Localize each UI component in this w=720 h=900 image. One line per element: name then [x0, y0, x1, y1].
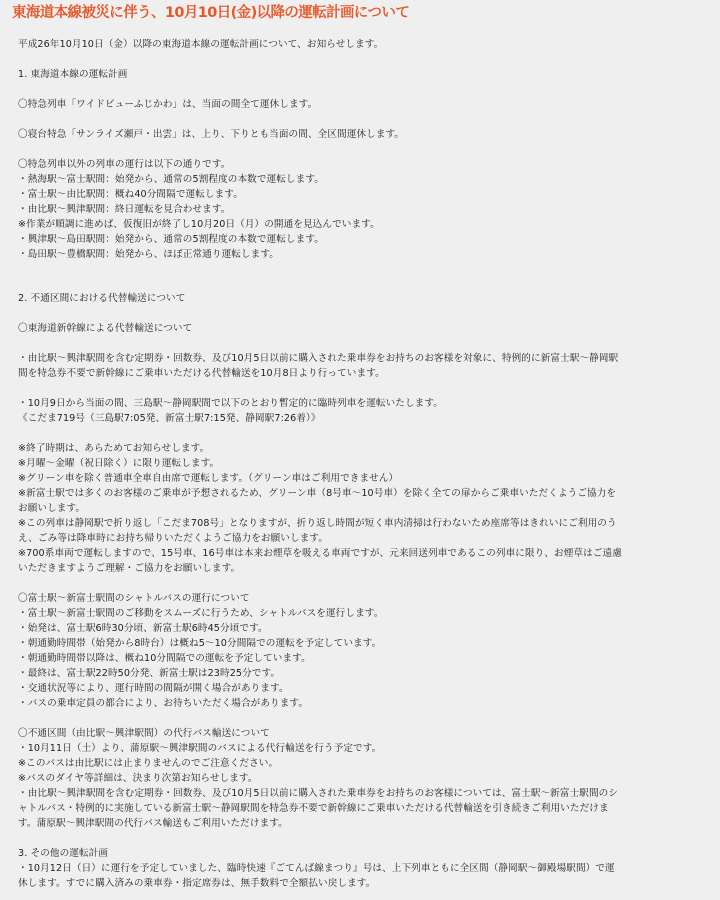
- paragraph-gap: [18, 576, 708, 591]
- text-line: ※作業が順調に進めば、仮復旧が終了し10月20日（月）の開通を見込んでいます。: [18, 218, 380, 230]
- text-line: ・島田駅～豊橋駅間：始発から、ほぼ正常通り運転します。: [18, 248, 279, 260]
- text-line: ※グリーン車を除く普通車全車自由席で運転します。（グリーン車はご利用できません）: [18, 472, 399, 484]
- paragraph-gap: [18, 426, 708, 441]
- text-line: ・朝通勤時間帯以降は、概ね10分間隔での運転を予定しています。: [18, 652, 311, 664]
- text-line: ャトルバス・特例的に実施している新富士駅～静岡駅間を特急券不要で新幹線にご乗車いただける代替輸送を引き続きご利用いただけま: [18, 802, 609, 814]
- page-title: 東海道本線被災に伴う、10月10日(金)以降の運転計画について: [12, 5, 410, 21]
- paragraph-gap: [18, 262, 708, 277]
- text-line: ※新富士駅では多くのお客様のご乗車が予想されるため、グリーン車（8号車～10号車）を除く全ての扉からご乗車いただくようご協力を: [18, 487, 617, 499]
- text-line: ・興津駅～島田駅間：始発から、通常の5割程度の本数で運転します。: [18, 233, 324, 245]
- paragraph-gap: [18, 52, 708, 67]
- text-line: ・由比駅～興津駅間を含む定期券・回数券、及び10月5日以前に購入された乗車券をお持ちのお客様については、富士駅～新富士駅間のシ: [18, 787, 619, 799]
- text-line: ・熱海駅～富士駅間：始発から、通常の5割程度の本数で運転します。: [18, 173, 324, 185]
- text-line: お願いします。: [18, 502, 86, 514]
- text-line: ・最終は、富士駅22時50分発、新富士駅は23時25分です。: [18, 667, 281, 679]
- text-line: 平成26年10月10日（金）以降の東海道本線の運転計画について、お知らせします。: [18, 39, 384, 50]
- text-line: ※この列車は静岡駅で折り返し「こだま708号」となりますが、折り返し時間が短く車内清掃は行わないため座席等はきれいにご利用のう: [18, 517, 617, 529]
- text-line: 2. 不通区間における代替輸送について: [18, 293, 186, 305]
- paragraph-gap: [18, 381, 708, 396]
- text-line: ・10月12日（日）に運行を予定していました、臨時快速『ごてんば線まつり』号は、上下列車ともに全区間（静岡駅～御殿場駅間）で運: [18, 862, 615, 874]
- text-line: 〇東海道新幹線による代替輸送について: [18, 323, 193, 335]
- text-line: 1. 東海道本線の運転計画: [18, 68, 128, 80]
- text-line: いただきますようご理解・ご協力をお願いします。: [18, 562, 241, 574]
- text-line: 間を特急券不要で新幹線にご乗車いただける代替輸送を10月8日より行っています。: [18, 368, 385, 380]
- text-line: 3. その他の運転計画: [18, 847, 109, 859]
- text-line: ・朝通勤時間帯（始発から8時台）は概ね5～10分間隔での運転を予定しています。: [18, 637, 382, 649]
- text-line: 〇特急列車以外の列車の運行は以下の通りです。: [18, 158, 231, 170]
- text-line: え、ごみ等は降車時にお持ち帰りいただくようご協力をお願いします。: [18, 532, 329, 544]
- text-line: ・富士駅～由比駅間：概ね40分間隔で運転します。: [18, 188, 243, 200]
- text-line: 〇寝台特急「サンライズ瀬戸・出雲」は、上り、下りとも当面の間、全区間運休します。: [18, 128, 405, 140]
- text-line: す。蒲原駅～興津駅間の代行バス輸送もご利用いただけます。: [18, 817, 288, 829]
- text-line: ・富士駅～新富士駅間のご移動をスムーズに行うため、シャトルバスを運行します。: [18, 607, 384, 619]
- text-line: ※このバスは由比駅には止まりませんのでご注意ください。: [18, 757, 279, 769]
- text-line: 〇特急列車「ワイドビューふじかわ」は、当面の間全て運休します。: [18, 98, 318, 110]
- paragraph-gap: [18, 142, 708, 157]
- paragraph-gap: [18, 82, 708, 97]
- text-line: ※700系車両で運転しますので、15号車、16号車は本来お煙草を吸える車両ですが、元来回送列車であるこの列車に限り、お煙草はご遠慮: [18, 547, 622, 559]
- paragraph-gap: [18, 711, 708, 726]
- text-line: 《こだま719号（三島駅7:05発、新富士駅7:15発、静岡駅7:26着）》: [18, 413, 321, 425]
- text-line: ※バスのダイヤ等詳細は、決まり次第お知らせします。: [18, 772, 258, 784]
- text-line: ・始発は、富士駅6時30分頃、新富士駅6時45分頃です。: [18, 622, 268, 634]
- text-line: ・由比駅～興津駅間：終日運転を見合わせます。: [18, 203, 231, 215]
- text-line: 〇富士駅～新富士駅間のシャトルバスの運行について: [18, 592, 250, 604]
- paragraph-gap: [18, 112, 708, 127]
- text-line: 休します。すでに購入済みの乗車券・指定席券は、無手数料で全額払い戻します。: [18, 877, 376, 889]
- text-line: 〇不通区間（由比駅～興津駅間）の代行バス輸送について: [18, 727, 270, 739]
- text-line: ※終了時期は、あらためてお知らせします。: [18, 442, 210, 454]
- text-line: ※月曜～金曜（祝日除く）に限り運転します。: [18, 457, 220, 469]
- paragraph-gap: [18, 831, 708, 846]
- text-line: ・10月11日（土）より、蒲原駅～興津駅間のバスによる代行輸送を行う予定です。: [18, 742, 382, 754]
- text-line: ・由比駅～興津駅間を含む定期券・回数券、及び10月5日以前に購入された乗車券をお持ちのお客様を対象に、特例的に新富士駅～静岡駅: [18, 353, 619, 365]
- text-line: ・バスの乗車定員の都合により、お待ちいただく場合があります。: [18, 697, 309, 709]
- notice-body: [18, 37, 708, 891]
- text-line: ・10月9日から当面の間、三島駅～静岡駅間で以下のとおり暫定的に臨時列車を運転いたします。: [18, 398, 443, 410]
- paragraph-gap: [18, 306, 708, 321]
- text-line: ・交通状況等により、運行時間の間隔が開く場合があります。: [18, 682, 289, 694]
- paragraph-gap: [18, 336, 708, 351]
- paragraph-gap: [18, 276, 708, 291]
